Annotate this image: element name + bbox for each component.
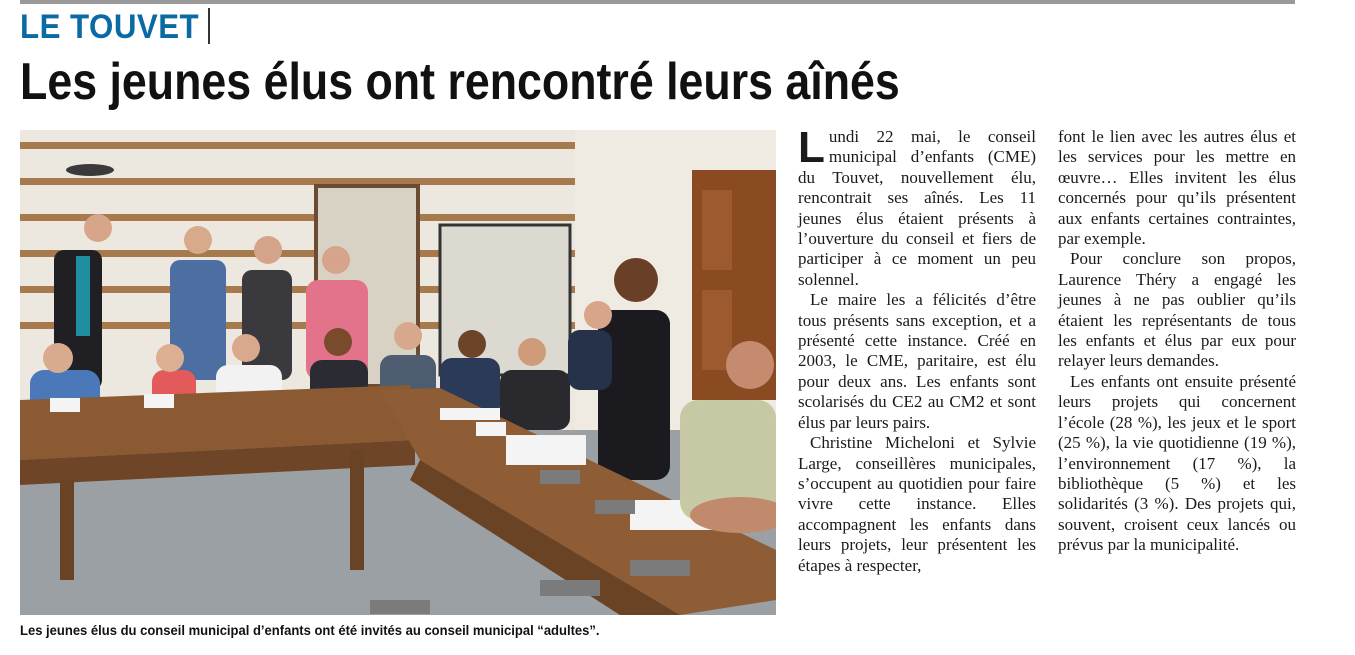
drop-cap: L [798, 123, 825, 172]
article-photo [20, 130, 776, 615]
rubric-divider [208, 8, 210, 44]
article-column-1 [798, 123, 1036, 576]
paragraph-1 [798, 123, 1036, 290]
top-rule [20, 0, 1295, 4]
paragraph-2: Le maire les a félicités d’être tous présents sans exception, et a présenté cette instance. Créé en 2003, le CME, paritaire, est élu pour deux ans. Les enfants sont scolarisés du CE2 au CM2 et sont élus par leurs pairs. [798, 290, 1036, 432]
paragraph-6: Les enfants ont ensuite présenté leurs projets qui concernent l’école (28 %), les jeux et le sport (25 %), la vie quotidienne (19 %), l’environnement (17 %), la bibliothèque (5 %) et les solidarités (3 %). Des projets qui, souvent, croisent ceux lancés ou prévus par la municipalité. [1058, 371, 1296, 555]
photo-caption: Les jeunes élus du conseil municipal d’enfants ont été invités au conseil municipal “adultes”. [20, 622, 600, 638]
paragraph-4: font le lien avec les autres élus et les services pour les mettre en œuvre… Elles invitent les élus concernés pour qu’ils présentent aux enfants certaines contraintes, par exemple. [1058, 127, 1296, 249]
paragraph-3: Christine Micheloni et Sylvie Large, conseillères municipales, s’occupent au quotidien pour faire vivre cette instance. Elles accompagnent les enfants dans leurs projets, leur présentent les étapes à respecter, [798, 433, 1036, 575]
paragraph-1-text: undi 22 mai, le conseil municipal d’enfants (CME) du Touvet, nouvellement élu, rencontrait ses aînés. Les 11 jeunes élus étaient présents à l’ouverture du conseil et fiers de participer à ce moment un peu solennel. [798, 127, 1036, 289]
article-column-2 [1058, 127, 1296, 556]
section-rubric: LE TOUVET [20, 8, 200, 46]
paragraph-5: Pour conclure son propos, Laurence Théry a engagé les jeunes à ne pas oublier qu’ils étaient les représentants de tous les enfants et élus par eux pour relayer leurs demandes. [1058, 249, 1296, 371]
headline: Les jeunes élus ont rencontré leurs aînés [20, 53, 900, 111]
